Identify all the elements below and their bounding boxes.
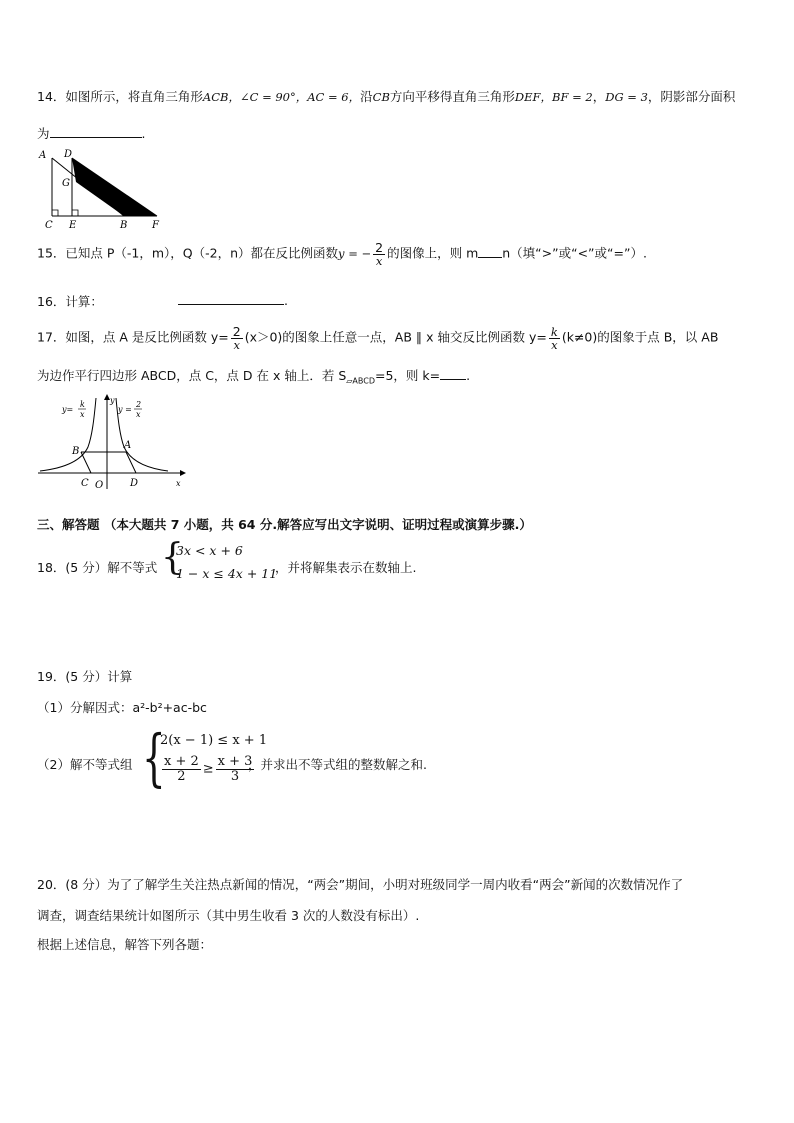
- q19-eq1: 2(x − 1) ≤ x + 1: [160, 733, 268, 748]
- q19-fraction-2: $\frac{x + 3}{3}$: [217, 754, 253, 784]
- q14-label-c: C: [45, 220, 53, 231]
- section3-heading: 三、解答题 （本大题共 7 小题，共 64 分.解答应写出文字说明、证明过程或演算步骤.）: [37, 517, 532, 532]
- q17-label-x2: x: [136, 410, 141, 419]
- q17-line2: 为边作平行四边形 ABCD，点 C，点 D 在 x 轴上．若 $S_{▱ABCD}=5$，则 k= .: [37, 368, 471, 386]
- q19-title: 19．(5 分）计算: [37, 669, 133, 684]
- q17-label-c: C: [81, 478, 89, 489]
- q15-answer-blank[interactable]: [478, 245, 502, 258]
- q19-part2-suffix: ，并求出不等式组的整数解之和.: [248, 757, 427, 772]
- q14-line1: 14．如图所示，将直角三角形ACB，∠C = 90°，AC = 6，沿CB方向平移得直角三角形DEF，BF = 2，DG = 3，阴影部分面积: [37, 89, 736, 104]
- q18-prefix: 18．(5 分）解不等式: [37, 560, 158, 575]
- q19-eq2: $\frac{x + 2}{2}$ ≥ $\frac{x + 3}{3}$: [164, 754, 253, 784]
- q14-math-angle: ，∠C = 90°，AC = 6，: [228, 90, 361, 104]
- q14-figure: [36, 146, 166, 232]
- q14-math-dg: DG = 3: [605, 90, 648, 104]
- q19-fraction-1: $\frac{x + 2}{2}$: [164, 754, 199, 784]
- q17-label-yk: y=: [62, 405, 74, 414]
- q20-line1: 20．(8 分）为了了解学生关注热点新闻的情况，“两会”期间，小明对班级同学一周内收看“两会”新闻的次数情况作了: [37, 877, 684, 892]
- q17-x-arrow: [180, 470, 186, 476]
- q14-math-def: DEF，BF = 2: [514, 90, 593, 104]
- q17-label-x1: x: [80, 410, 85, 419]
- q17-label-two: 2: [136, 400, 142, 409]
- q17-label-a: A: [124, 440, 132, 451]
- q16-answer-blank[interactable]: [178, 292, 284, 305]
- q14-math-acb: ACB: [202, 90, 229, 104]
- q14-label-f: F: [152, 220, 159, 231]
- q14-label-g: G: [62, 178, 70, 189]
- q18-eq1: 3x < x + 6: [176, 543, 243, 558]
- q17-fraction-2: $\frac{k}{x}$: [550, 324, 558, 352]
- q17-label-k: k: [80, 400, 85, 409]
- q14-label-b: B: [120, 220, 128, 231]
- q19-part2-prefix: （2）解不等式组: [37, 757, 133, 772]
- q14-line2: 为 .: [37, 126, 146, 141]
- q17-answer-blank[interactable]: [440, 367, 466, 380]
- q20-line3: 根据上述信息，解答下列各题：: [37, 937, 213, 952]
- q16-answer: .: [178, 292, 288, 308]
- q14-label-e: E: [69, 220, 77, 231]
- q17-label-yaxis: y: [110, 396, 115, 405]
- q17-label-d: D: [130, 478, 139, 489]
- q14-math-cb: CB: [372, 90, 390, 104]
- q20-line2: 调查，调查结果统计如图所示（其中男生收看 3 次的人数没有标出）.: [37, 908, 420, 923]
- q17-fraction-1: $\frac{2}{x}$: [232, 324, 241, 353]
- q18-eq2: 1 − x ≤ 4x + 11: [176, 566, 278, 581]
- q14-answer-blank[interactable]: [50, 125, 142, 138]
- q17-segment-bc: [81, 452, 91, 473]
- q17-label-xaxis: x: [176, 479, 181, 488]
- q17-label-y2: y =: [118, 405, 132, 414]
- q19-brace: {: [142, 721, 166, 794]
- q14-label-a: A: [39, 150, 47, 161]
- q17-line1: 17．如图，点 A 是反比例函数 y= $\frac{2}{x}$ (x＞0)的图象上任意一点，AB ∥ x 轴交反比例函数 y= $\frac{k}{x}$ (k≠0)的图象于点 B，以 AB: [37, 324, 719, 353]
- q14-right-angle-e: [72, 210, 78, 216]
- q16-line: 16．计算：: [37, 294, 103, 309]
- q14-right-angle-c: [52, 210, 58, 216]
- q17-label-o: O: [95, 480, 104, 490]
- q19-part1: （1）分解因式：a²-b²+ac-bc: [37, 700, 207, 715]
- q17-segment-ad: [126, 452, 136, 473]
- q17-figure: [36, 392, 186, 490]
- q14-label-d: D: [64, 149, 73, 160]
- q15-fraction: $\frac{2}{x}$: [375, 240, 384, 269]
- q18-suffix: ，并将解集表示在数轴上.: [275, 560, 417, 575]
- q17-label-b: B: [72, 446, 80, 457]
- q15-line: 15．已知点 P（-1，m），Q（-2，n）都在反比例函数y = − $\frac{2}{x}$ 的图像上，则 m n（填“>”或“<”或“=”）.: [37, 240, 647, 269]
- q18-brace: {: [161, 537, 184, 578]
- q15-func-y: y = −: [338, 246, 372, 261]
